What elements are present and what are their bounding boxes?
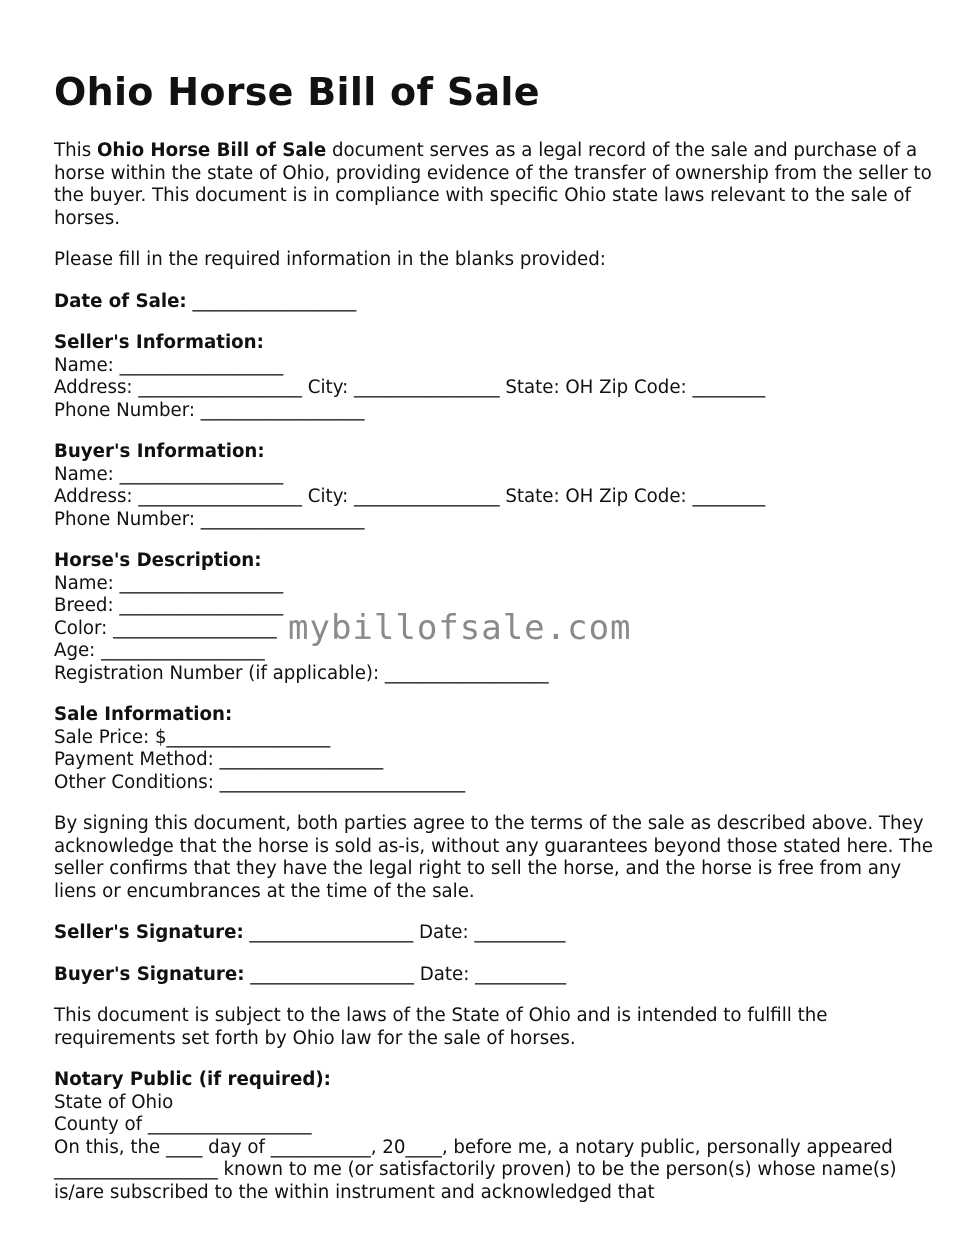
seller-phone-field: Phone Number: __________________ (54, 399, 365, 421)
horse-registration-field: Registration Number (if applicable): __________________ (54, 662, 549, 684)
instruction-text: Please fill in the required information in the blanks provided: (54, 249, 606, 270)
seller-signature-line (54, 922, 934, 945)
buyer-address-field: Address: __________________ City: ________________ State: OH Zip Code: ________ (54, 486, 766, 507)
buyer-phone-field: Phone Number: __________________ (54, 508, 365, 530)
date-of-sale-line (54, 291, 934, 314)
intro-paragraph (54, 140, 934, 230)
notary-state: State of Ohio (54, 1091, 174, 1113)
law-statement: This document is subject to the laws of the State of Ohio and is intended to fulfill the requirements set forth by Ohio law for the sale of horses. (54, 1005, 828, 1049)
horse-heading: Horse's Description: (54, 550, 262, 571)
date-of-sale-label: Date of Sale: (54, 290, 187, 312)
seller-signature-label: Seller's Signature: (54, 922, 244, 943)
date-of-sale-blank: __________________ (186, 290, 357, 312)
seller-name-field: Name: __________________ (54, 354, 284, 376)
sale-section (54, 704, 934, 794)
buyer-signature-line (54, 964, 934, 987)
horse-color-field: Color: __________________ (54, 617, 277, 639)
sale-price-field: Sale Price: $__________________ (54, 726, 331, 748)
document-body (54, 140, 934, 1204)
notary-section (54, 1069, 934, 1204)
seller-signature-blank: __________________ Date: __________ (243, 922, 566, 943)
buyer-section (54, 441, 934, 531)
buyer-heading: Buyer's Information: (54, 441, 265, 462)
intro-bold: Ohio Horse Bill of Sale (96, 140, 327, 161)
notary-text: On this, the ____ day of ___________, 20____, before me, a notary public, personally appeared __________________ known to me (or satisfactorily proven) to be the person(s) whose name(s) is/are subscribed to the within instrument and acknowledged that (54, 1136, 897, 1203)
payment-method-field: Payment Method: __________________ (54, 749, 384, 770)
horse-breed-field: Breed: __________________ (54, 595, 284, 616)
horse-name-field: Name: __________________ (54, 572, 284, 594)
seller-address-field: Address: __________________ City: ________________ State: OH Zip Code: ________ (54, 377, 766, 398)
intro-suffix: document serves as a legal record of the sale and purchase of a horse within the state of Ohio, providing evidence of the transfer of ownership from the seller to the buyer. This document is in compliance with specific Ohio state laws relevant to the sale of horses. (54, 140, 932, 229)
buyer-signature-label: Buyer's Signature: (54, 963, 245, 985)
agreement-paragraph: By signing this document, both parties agree to the terms of the sale as described above. They acknowledge that the horse is sold as-is, without any guarantees beyond those stated here. The seller confirms that they have the legal right to sell the horse, and the horse is free from any liens or encumbrances at the time of the sale. (54, 813, 933, 902)
watermark-text: mybillofsale.com (288, 608, 632, 648)
document-title: Ohio Horse Bill of Sale (54, 70, 540, 114)
buyer-signature-blank: __________________ Date: __________ (244, 963, 567, 985)
buyer-name-field: Name: __________________ (54, 463, 284, 485)
notary-heading: Notary Public (if required): (54, 1069, 331, 1090)
notary-county-field: County of __________________ (54, 1114, 312, 1135)
seller-heading: Seller's Information: (54, 332, 264, 353)
horse-age-field: Age: __________________ (54, 640, 265, 661)
sale-heading: Sale Information: (54, 704, 233, 725)
intro-prefix: This (54, 140, 97, 161)
seller-section (54, 332, 934, 422)
other-conditions-field: Other Conditions: ___________________________ (54, 771, 466, 793)
